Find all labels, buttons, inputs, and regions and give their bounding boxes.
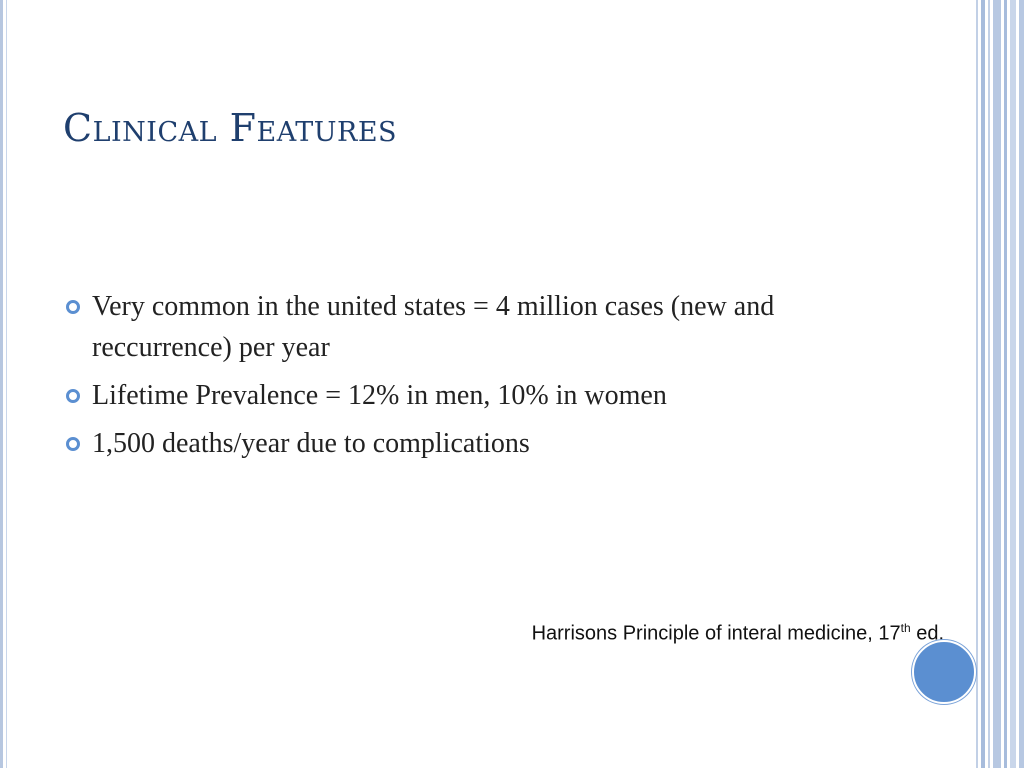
citation bbox=[532, 621, 944, 646]
hollow-circle-bullet-icon bbox=[66, 437, 80, 451]
bullet-item bbox=[64, 375, 824, 416]
slide-title: Clinical Features bbox=[63, 106, 398, 150]
bullet-item bbox=[64, 423, 824, 464]
bullet-text: Very common in the united states = 4 million cases (new and reccurrence) per year bbox=[92, 291, 775, 363]
right-border-stripes bbox=[976, 0, 1024, 768]
citation-text: Harrisons Principle of interal medicine, 17 bbox=[531, 622, 901, 645]
citation-text-end: ed. bbox=[910, 622, 944, 645]
bullet-item bbox=[64, 286, 824, 368]
blue-circle-icon bbox=[912, 640, 976, 704]
hollow-circle-bullet-icon bbox=[66, 389, 80, 403]
left-border-line bbox=[0, 0, 3, 768]
stripe bbox=[1004, 0, 1007, 768]
stripe bbox=[976, 0, 978, 768]
stripe bbox=[981, 0, 985, 768]
stripe bbox=[1019, 0, 1024, 768]
bullet-list bbox=[64, 286, 824, 471]
stripe bbox=[1010, 0, 1016, 768]
bullet-text: 1,500 deaths/year due to complications bbox=[92, 428, 530, 459]
stripe bbox=[988, 0, 990, 768]
stripe bbox=[993, 0, 1001, 768]
hollow-circle-bullet-icon bbox=[66, 300, 80, 314]
bullet-text: Lifetime Prevalence = 12% in men, 10% in women bbox=[92, 380, 667, 411]
left-border-line-inner bbox=[6, 0, 7, 768]
citation-superscript: th bbox=[900, 621, 911, 635]
